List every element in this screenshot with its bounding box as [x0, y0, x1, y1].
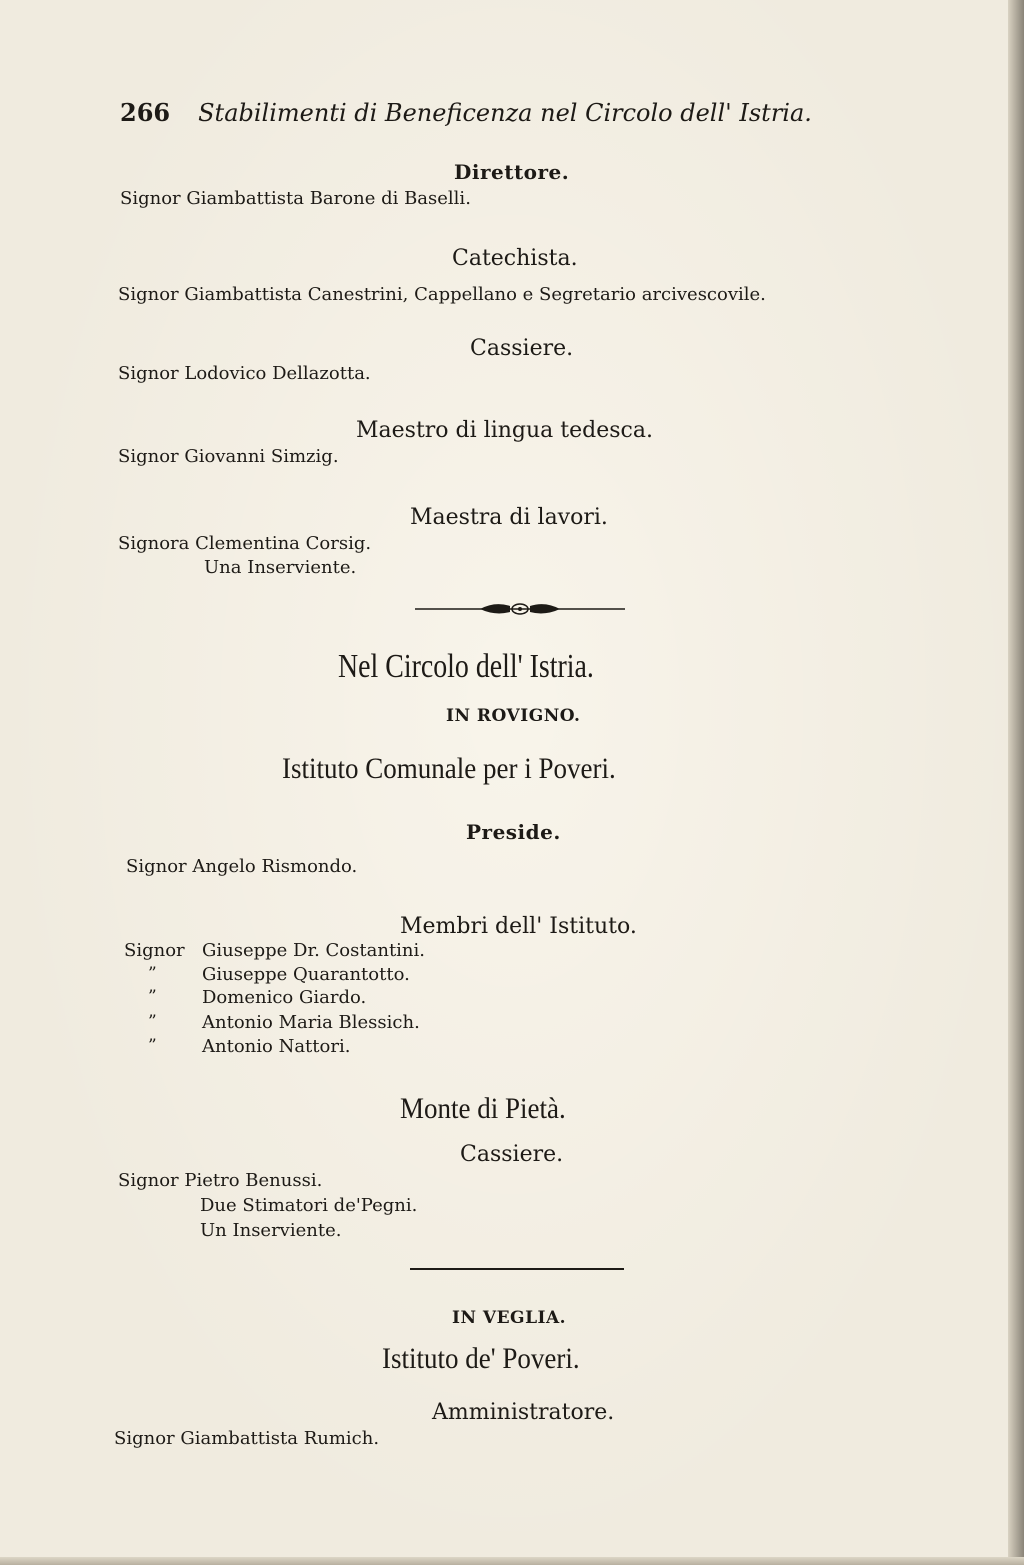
direttore-name: Signor Giambattista Barone di Baselli.: [120, 188, 471, 209]
running-header: [120, 98, 812, 127]
membro-item: Giuseppe Dr. Costantini.: [202, 940, 426, 961]
section-rule: [410, 1268, 624, 1270]
heading-membri: Membri dell' Istituto.: [400, 914, 637, 939]
ditto-mark: ”: [148, 964, 157, 984]
heading-amministratore: Amministratore.: [432, 1400, 615, 1425]
stimatori-line: Due Stimatori de'Pegni.: [200, 1195, 418, 1216]
monte-di-pieta-title: Monte di Pietà.: [400, 1092, 566, 1125]
membro-item: Antonio Nattori.: [202, 1036, 351, 1057]
page-bottom-edge: [0, 1557, 1024, 1565]
maestra-name: Signora Clementina Corsig.: [118, 533, 372, 554]
ditto-mark: ”: [148, 1036, 157, 1056]
heading-maestro: Maestro di lingua tedesca.: [356, 418, 653, 443]
cassiere-name: Signor Lodovico Dellazotta.: [118, 363, 371, 384]
monte-inserviente-line: Un Inserviente.: [200, 1220, 342, 1241]
page-edge-shadow: [1008, 0, 1024, 1565]
heading-catechista: Catechista.: [452, 246, 578, 271]
istituto-comunale-title: Istituto Comunale per i Poveri.: [282, 752, 616, 785]
page-number: 266: [120, 98, 171, 127]
location-veglia: IN VEGLIA.: [452, 1308, 567, 1328]
location-rovigno: IN ROVIGNO.: [446, 706, 581, 726]
membro-item: Antonio Maria Blessich.: [202, 1012, 420, 1033]
membro-item: Domenico Giardo.: [202, 987, 367, 1008]
amministratore-name: Signor Giambattista Rumich.: [114, 1428, 380, 1449]
heading-monte-cassiere: Cassiere.: [460, 1142, 564, 1167]
section-title-circolo: Nel Circolo dell' Istria.: [338, 648, 594, 685]
heading-cassiere: Cassiere.: [470, 336, 574, 361]
running-title: Stabilimenti di Beneficenza nel Circolo dell' Istria.: [198, 99, 812, 127]
heading-maestra: Maestra di lavori.: [410, 505, 608, 530]
inserviente-line: Una Inserviente.: [204, 557, 357, 578]
ditto-mark: ”: [148, 1012, 157, 1032]
preside-name: Signor Angelo Rismondo.: [126, 856, 358, 877]
monte-cassiere-name: Signor Pietro Benussi.: [118, 1170, 323, 1191]
maestro-name: Signor Giovanni Simzig.: [118, 446, 339, 467]
heading-direttore: Direttore.: [454, 160, 570, 184]
istituto-poveri-title: Istituto de' Poveri.: [382, 1342, 580, 1375]
membro-item: Giuseppe Quarantotto.: [202, 964, 410, 985]
catechista-name: Signor Giambattista Canestrini, Cappellano e Segretario arcivescovile.: [118, 284, 766, 305]
membri-prefix: Signor: [124, 940, 185, 961]
ditto-mark: ”: [148, 987, 157, 1007]
heading-preside: Preside.: [466, 820, 561, 844]
ornament-divider-icon: [415, 598, 625, 616]
